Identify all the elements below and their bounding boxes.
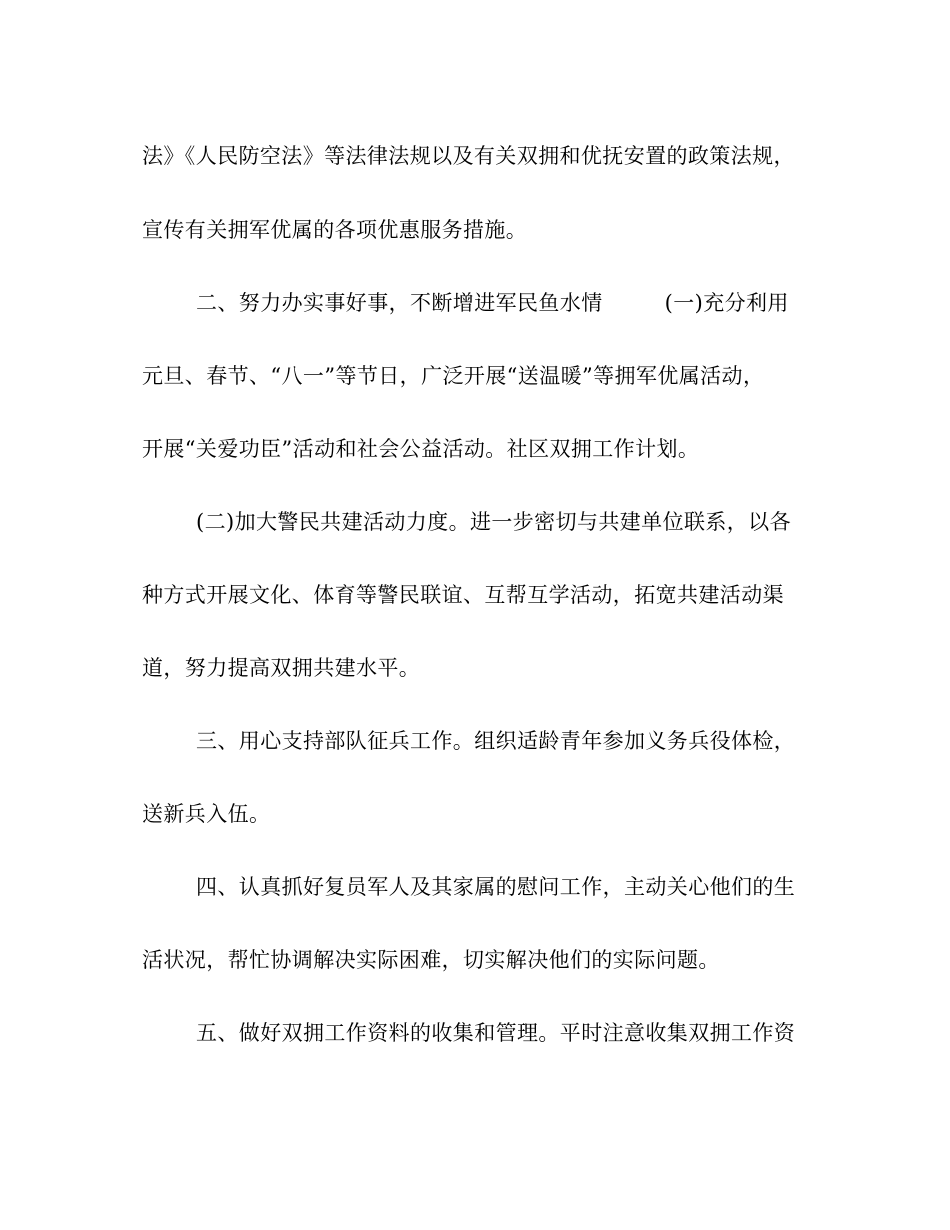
text-line-5: 开展“关爱功臣”活动和社会公益活动。社区双拥工作计划。 — [142, 437, 700, 461]
text-line-2: 宣传有关拥军优属的各项优惠服务措施。 — [142, 218, 528, 242]
subsection-1-start: (一)充分利用 — [664, 291, 789, 315]
text-line-11: 四、认真抓好复员军人及其家属的慰问工作，主动关心他们的生 — [196, 875, 796, 899]
text-line-10: 送新兵入伍。 — [142, 802, 271, 826]
text-line-4: 元旦、春节、“八一”等节日，广泛开展“送温暖”等拥军优属活动， — [142, 364, 765, 388]
section-heading-2-title: 二、努力办实事好事，不断增进军民鱼水情 — [196, 291, 603, 315]
text-line-6: (二)加大警民共建活动力度。进一步密切与共建单位联系，以各 — [196, 510, 791, 534]
text-line-13: 五、做好双拥工作资料的收集和管理。平时注意收集双拥工作资 — [196, 1021, 796, 1045]
section-heading-2 — [196, 288, 808, 318]
text-line-8: 道，努力提高双拥共建水平。 — [142, 656, 421, 680]
text-line-12: 活状况，帮忙协调解决实际困难，切实解决他们的实际问题。 — [142, 948, 720, 972]
text-line-9: 三、用心支持部队征兵工作。组织适龄青年参加义务兵役体检， — [196, 729, 796, 753]
text-line-1: 法》《人民防空法》等法律法规以及有关双拥和优抚安置的政策法规， — [142, 144, 795, 168]
text-line-7: 种方式开展文化、体育等警民联谊、互帮互学活动，拓宽共建活动渠 — [142, 583, 784, 607]
